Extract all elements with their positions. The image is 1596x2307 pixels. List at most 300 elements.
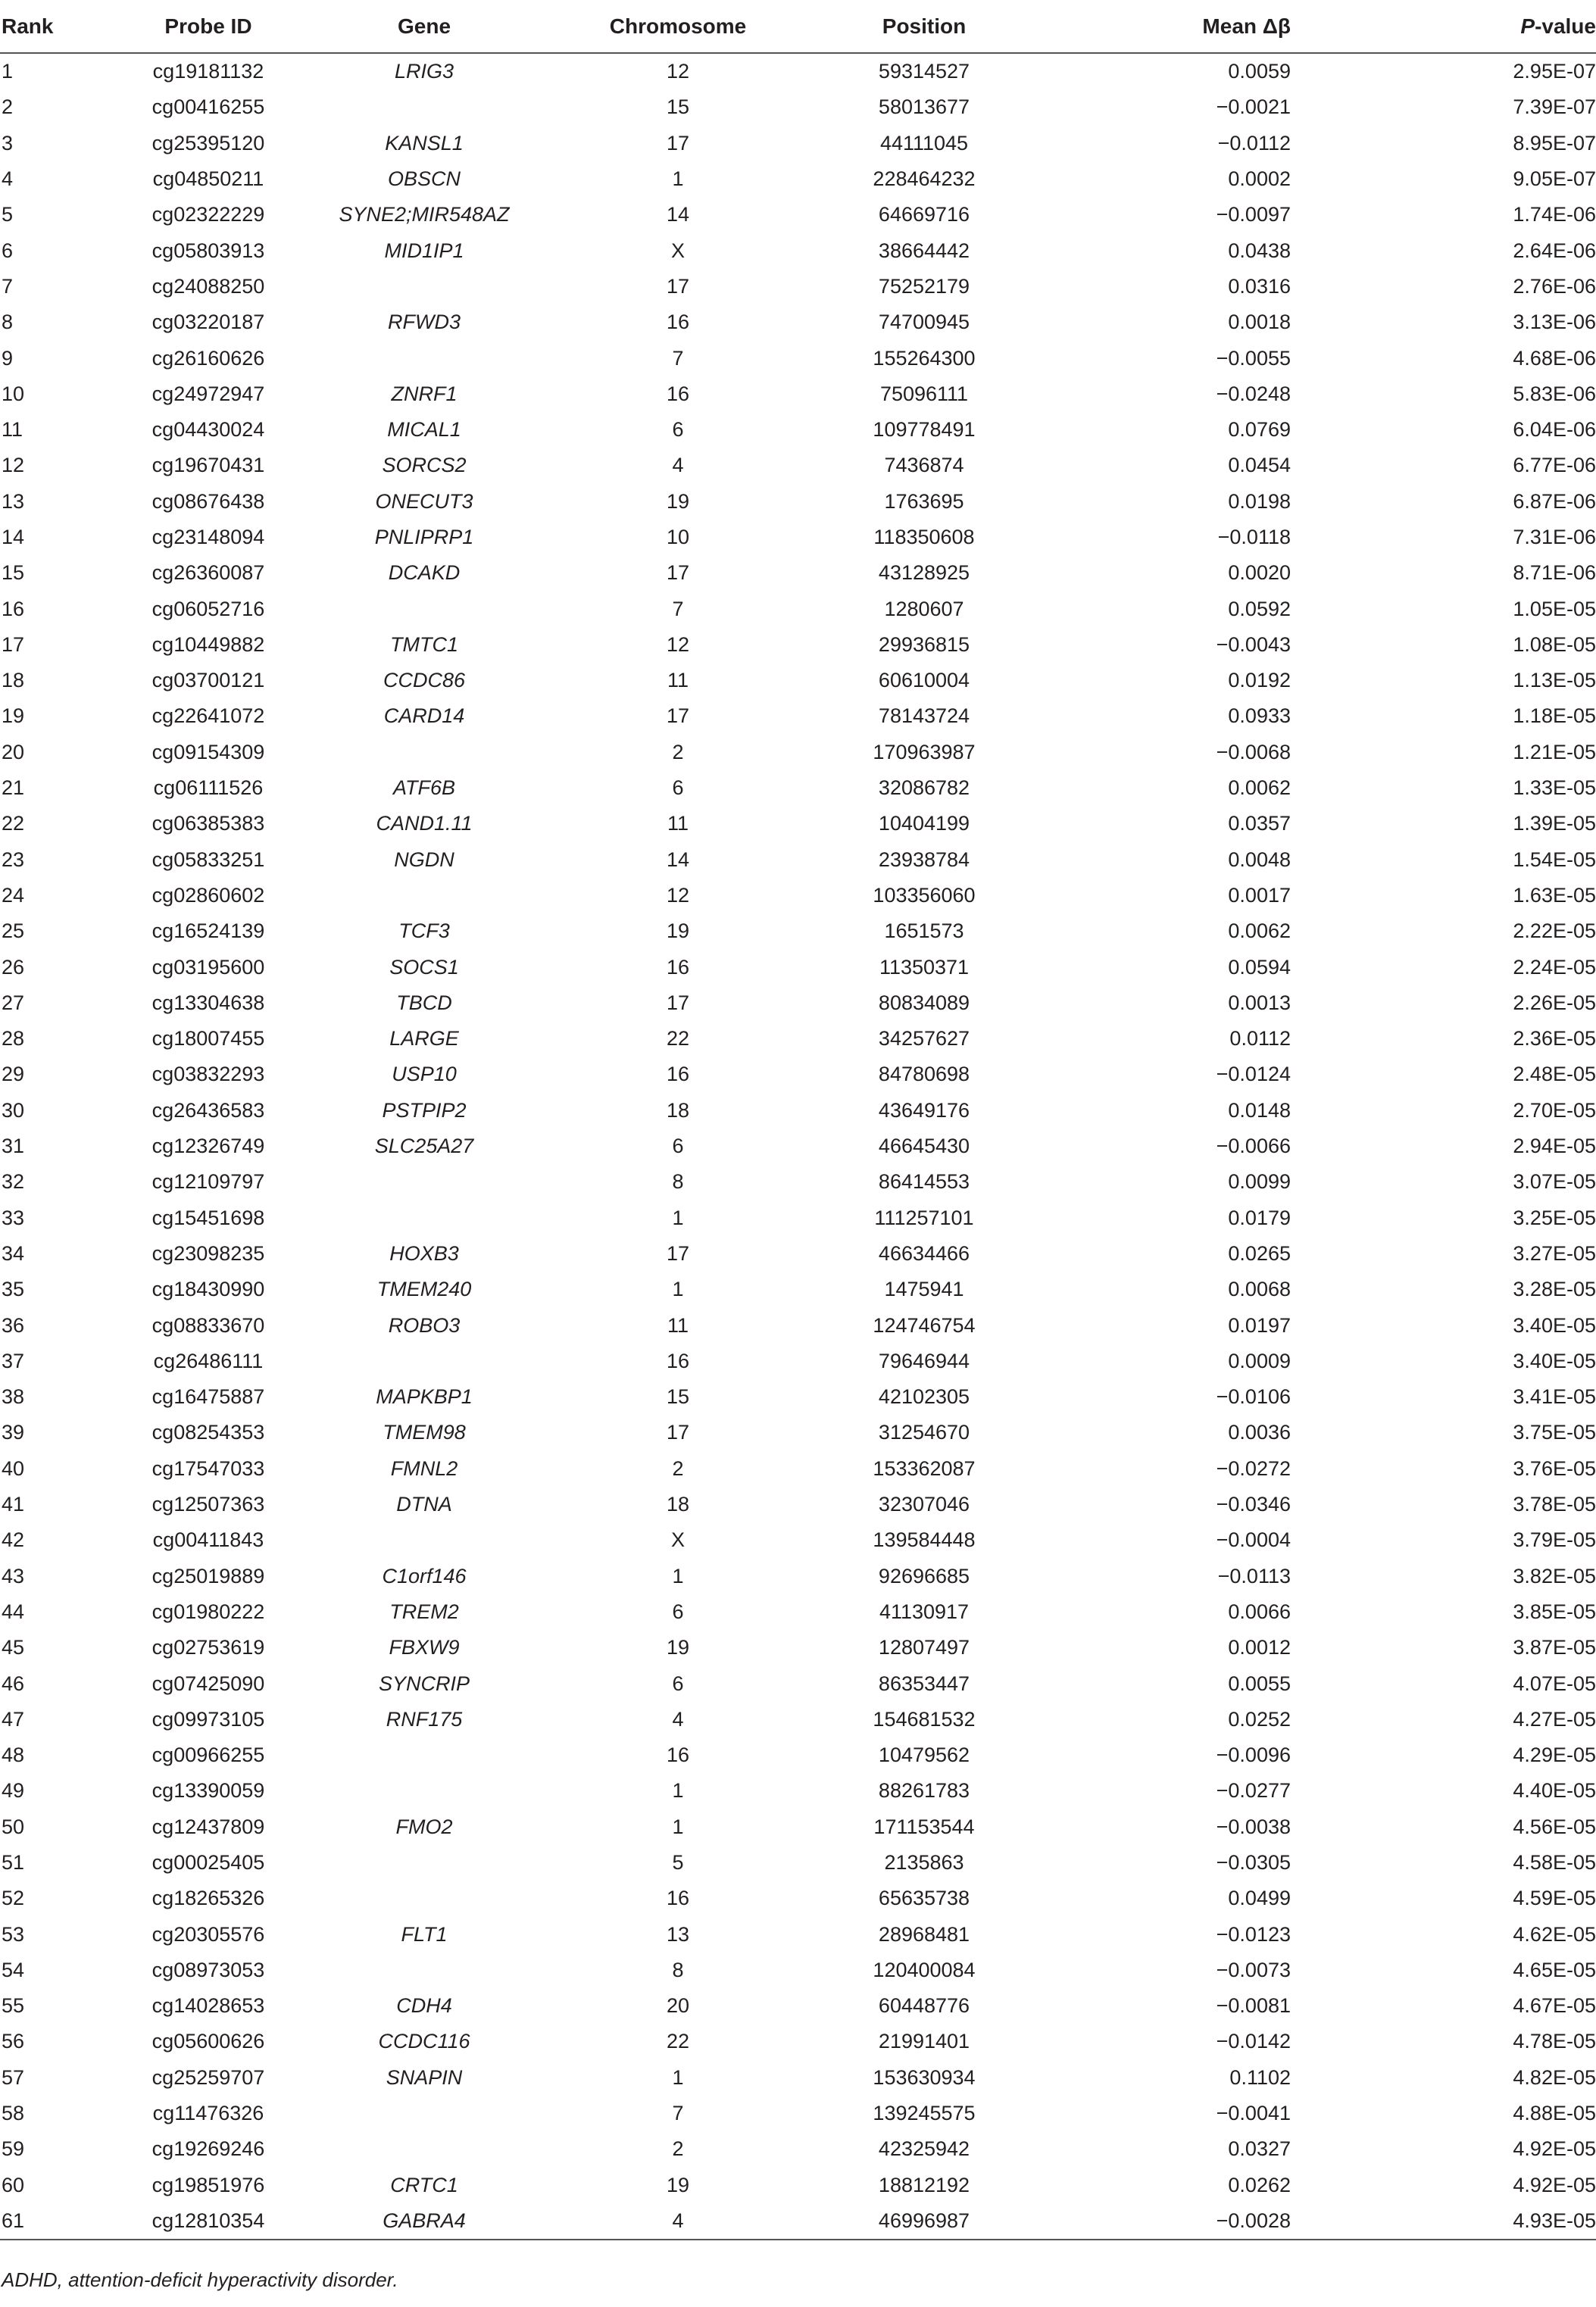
cell-gene: PSTPIP2 [382, 1098, 467, 1122]
cell-p-value: 2.76E-06 [1513, 274, 1596, 298]
cell-position: 34257627 [878, 1027, 970, 1050]
header-p-value-italic: P [1520, 14, 1535, 38]
cell-gene: SYNCRIP [378, 1672, 470, 1695]
cell-chromosome: X [670, 239, 685, 262]
cell-mean-delta-beta: −0.0248 [1216, 382, 1291, 405]
cell-rank: 17 [2, 632, 25, 656]
cell-gene [303, 1845, 545, 1881]
cell-chromosome: 15 [666, 1385, 690, 1409]
cell-gene: CARD14 [383, 704, 465, 728]
cell-p-value: 7.39E-07 [1513, 95, 1596, 119]
cell-p-value: 2.94E-05 [1513, 1135, 1596, 1158]
cell-chromosome: 16 [666, 1744, 690, 1767]
cell-p-value: 3.79E-05 [1513, 1528, 1596, 1552]
cell-probe-id: cg12437809 [151, 1815, 265, 1838]
cell-chromosome: 1 [672, 1815, 684, 1838]
table-row [0, 1953, 1596, 1988]
table-row [0, 1057, 1596, 1092]
table-row [0, 842, 1596, 878]
cell-p-value: 3.40E-05 [1513, 1349, 1596, 1372]
cell-gene [303, 1522, 545, 1558]
cell-p-value: 4.67E-05 [1513, 1994, 1596, 2018]
cell-mean-delta-beta: 0.0357 [1228, 812, 1291, 835]
cell-p-value: 4.62E-05 [1513, 1922, 1596, 1946]
cell-mean-delta-beta: 0.0017 [1228, 883, 1291, 907]
table-row [0, 126, 1596, 161]
cell-chromosome: 8 [672, 1170, 684, 1194]
cell-probe-id: cg19670431 [151, 454, 265, 477]
cell-rank: 7 [2, 274, 14, 298]
cell-rank: 40 [2, 1456, 25, 1480]
cell-rank: 11 [2, 418, 23, 442]
cell-chromosome: 18 [666, 1493, 690, 1516]
cell-gene: MAPKBP1 [376, 1385, 473, 1409]
cell-position: 11350371 [879, 955, 970, 979]
cell-gene: ZNRF1 [391, 382, 458, 405]
cell-p-value: 5.83E-06 [1513, 382, 1596, 405]
cell-gene: FBXW9 [389, 1636, 460, 1659]
cell-p-value: 4.40E-05 [1513, 1779, 1596, 1803]
cell-rank: 59 [2, 2137, 25, 2161]
cell-chromosome: 15 [666, 95, 690, 119]
cell-mean-delta-beta: −0.0118 [1217, 526, 1291, 548]
cell-mean-delta-beta: −0.0043 [1216, 632, 1291, 656]
cell-rank: 55 [2, 1994, 25, 2018]
cell-mean-delta-beta: −0.0272 [1216, 1456, 1291, 1480]
cell-position: 228464232 [873, 167, 976, 191]
cell-gene: ONECUT3 [375, 489, 473, 513]
cell-p-value: 3.82E-05 [1513, 1564, 1596, 1587]
cell-gene [303, 1881, 545, 1916]
table-row [0, 1379, 1596, 1415]
cell-gene: NGDN [394, 848, 454, 871]
table-row [0, 1630, 1596, 1665]
cell-gene: TMEM98 [383, 1421, 466, 1444]
cell-position: 32307046 [878, 1493, 970, 1516]
cell-mean-delta-beta: 0.0020 [1228, 561, 1291, 585]
table-row [0, 1164, 1596, 1200]
cell-chromosome: 17 [666, 1241, 690, 1265]
cell-rank: 41 [2, 1493, 25, 1516]
cell-probe-id: cg19851976 [151, 2173, 265, 2196]
table-row [0, 1594, 1596, 1630]
table-footnote: ADHD, attention-deficit hyperactivity disorder. [2, 2268, 398, 2291]
cell-position: 111257101 [874, 1206, 974, 1229]
cell-position: 43128925 [878, 561, 970, 585]
cell-probe-id: cg26360087 [151, 561, 265, 585]
cell-p-value: 2.70E-05 [1513, 1098, 1596, 1122]
cell-mean-delta-beta: −0.0123 [1216, 1922, 1291, 1946]
cell-mean-delta-beta: 0.0062 [1228, 919, 1291, 943]
cell-rank: 53 [2, 1922, 25, 1946]
cell-gene: OBSCN [387, 167, 461, 191]
cell-mean-delta-beta: −0.0113 [1217, 1564, 1291, 1587]
cell-probe-id: cg00411843 [152, 1528, 264, 1552]
cell-position: 86414553 [878, 1170, 970, 1194]
cell-probe-id: cg08973053 [151, 1958, 265, 1981]
cell-p-value: 1.05E-05 [1513, 597, 1596, 620]
cell-chromosome: 12 [666, 60, 690, 83]
cell-gene [303, 2096, 545, 2131]
cell-p-value: 1.33E-05 [1513, 776, 1596, 800]
cell-mean-delta-beta: −0.0346 [1216, 1493, 1291, 1516]
cell-position: 109778491 [873, 418, 976, 442]
cell-probe-id: cg12326749 [151, 1135, 265, 1158]
cell-probe-id: cg17547033 [151, 1456, 265, 1480]
cell-probe-id: cg02860602 [151, 883, 265, 907]
header-rank: Rank [0, 0, 114, 53]
table-row [0, 2096, 1596, 2131]
cell-position: 92696685 [878, 1564, 970, 1587]
cell-mean-delta-beta: 0.0594 [1228, 955, 1291, 979]
cell-mean-delta-beta: 0.0002 [1228, 167, 1291, 191]
table-row [0, 913, 1596, 949]
cell-position: 64669716 [878, 203, 970, 226]
table-row [0, 197, 1596, 233]
cell-position: 43649176 [878, 1098, 970, 1122]
cell-position: 10479562 [878, 1744, 970, 1767]
cell-p-value: 8.95E-07 [1513, 131, 1596, 155]
cell-position: 1475941 [884, 1278, 964, 1301]
cell-chromosome: 8 [672, 1958, 684, 1981]
cell-mean-delta-beta: 0.0112 [1229, 1027, 1291, 1050]
cell-mean-delta-beta: 0.0592 [1228, 597, 1291, 620]
header-p-value-rest: -value [1535, 14, 1596, 38]
cell-rank: 35 [2, 1278, 25, 1301]
cell-gene: RNF175 [386, 1707, 463, 1731]
cell-chromosome: 2 [672, 1456, 684, 1480]
cell-chromosome: 1 [672, 2065, 684, 2089]
cell-mean-delta-beta: 0.0192 [1228, 669, 1291, 692]
cell-gene: SORCS2 [382, 454, 467, 477]
cell-mean-delta-beta: 0.0265 [1228, 1241, 1291, 1265]
cell-chromosome: 17 [666, 131, 690, 155]
cell-probe-id: cg03220187 [151, 311, 265, 334]
cell-mean-delta-beta: −0.0055 [1216, 346, 1291, 370]
cell-chromosome: 22 [666, 1027, 690, 1050]
cell-chromosome: 11 [667, 669, 689, 692]
cell-position: 170963987 [873, 740, 976, 763]
cell-probe-id: cg16475887 [151, 1385, 265, 1409]
cell-probe-id: cg13390059 [151, 1779, 265, 1803]
cell-position: 7436874 [884, 454, 964, 477]
cell-mean-delta-beta: 0.0499 [1228, 1887, 1291, 1910]
cell-gene: GABRA4 [303, 2203, 545, 2240]
cell-rank: 33 [2, 1206, 25, 1229]
cell-probe-id: cg03832293 [151, 1063, 265, 1086]
cell-probe-id: cg18007455 [151, 1027, 265, 1050]
cell-rank: 10 [2, 382, 25, 405]
cell-chromosome: 6 [672, 1135, 684, 1158]
cell-mean-delta-beta: −0.0124 [1216, 1063, 1291, 1086]
cell-gene: DTNA [396, 1493, 452, 1516]
table-row [0, 1451, 1596, 1487]
cell-p-value: 2.64E-06 [1513, 239, 1596, 262]
cell-rank: 2 [2, 95, 14, 119]
cell-gene: TMTC1 [390, 632, 458, 656]
cell-gene [303, 1200, 545, 1236]
cell-p-value: 3.75E-05 [1513, 1421, 1596, 1444]
table-row [0, 2024, 1596, 2059]
cell-chromosome: 4 [545, 2203, 810, 2240]
cell-chromosome: 16 [666, 311, 690, 334]
table-row [0, 53, 1596, 89]
cell-chromosome: 16 [666, 1349, 690, 1372]
cell-chromosome: X [670, 1528, 685, 1552]
cell-probe-id: cg11476326 [152, 2102, 264, 2125]
table-row [0, 806, 1596, 841]
cell-rank: 37 [2, 1349, 25, 1372]
cell-probe-id: cg26160626 [151, 346, 265, 370]
cell-p-value: 1.18E-05 [1513, 704, 1596, 728]
cell-position: 42102305 [878, 1385, 970, 1409]
cell-gene [303, 1737, 545, 1773]
cell-probe-id: cg00966255 [151, 1744, 265, 1767]
cell-probe-id: cg23148094 [151, 526, 265, 548]
cell-gene: CAND1.11 [376, 812, 473, 835]
cell-position: 44111045 [879, 131, 969, 155]
cell-chromosome: 7 [672, 597, 684, 620]
cell-probe-id: cg01980222 [151, 1600, 265, 1623]
cell-probe-id: cg22641072 [151, 704, 265, 728]
cell-probe-id: cg19269246 [151, 2137, 265, 2161]
cell-mean-delta-beta: −0.0066 [1216, 1135, 1291, 1158]
cell-gene: MICAL1 [387, 418, 461, 442]
cell-position: 12807497 [878, 1636, 970, 1659]
cell-gene [303, 735, 545, 770]
cell-probe-id: cg24088250 [151, 274, 265, 298]
cell-p-value: 9.05E-07 [1513, 167, 1596, 191]
cell-position: 46645430 [878, 1135, 970, 1158]
cell-position: 28968481 [878, 1922, 970, 1946]
cell-p-value: 2.95E-07 [1513, 60, 1596, 83]
cell-position: 38664442 [878, 239, 970, 262]
cell-gene: USP10 [392, 1063, 457, 1086]
cell-mean-delta-beta: 0.0009 [1228, 1349, 1291, 1372]
cell-chromosome: 17 [666, 1421, 690, 1444]
cell-mean-delta-beta: −0.0004 [1216, 1528, 1291, 1552]
table-row [0, 1522, 1596, 1558]
cell-gene [303, 878, 545, 913]
cell-p-value: 6.77E-06 [1513, 454, 1596, 477]
cell-gene: TCF3 [398, 919, 450, 943]
table-row [0, 1487, 1596, 1522]
cell-gene [303, 1344, 545, 1379]
cell-chromosome: 14 [666, 848, 690, 871]
cell-position: 139245575 [873, 2102, 976, 2125]
cell-position: 31254670 [878, 1421, 970, 1444]
cell-probe-id: cg06111526 [153, 776, 264, 800]
cell-p-value: 2.26E-05 [1513, 991, 1596, 1014]
cell-position: 60610004 [878, 669, 970, 692]
cell-chromosome: 12 [666, 883, 690, 907]
cell-position: 88261783 [878, 1779, 970, 1803]
cell-chromosome: 7 [672, 346, 684, 370]
cell-mean-delta-beta: 0.0327 [1228, 2137, 1291, 2161]
cell-gene: RFWD3 [388, 311, 461, 334]
cell-p-value: 4.68E-06 [1513, 346, 1596, 370]
cell-p-value: 3.78E-05 [1513, 1493, 1596, 1516]
cell-probe-id: cg07425090 [151, 1672, 265, 1695]
cell-position: 80834089 [878, 991, 970, 1014]
cell-position: 59314527 [878, 60, 970, 83]
table-row [0, 161, 1596, 197]
cell-chromosome: 10 [666, 526, 690, 548]
table-body [0, 53, 1596, 2240]
cell-mean-delta-beta: −0.0041 [1216, 2102, 1291, 2125]
table-row [0, 520, 1596, 555]
cell-mean-delta-beta: 0.0454 [1228, 454, 1291, 477]
cell-p-value: 1.54E-05 [1513, 848, 1596, 871]
cell-gene: ROBO3 [388, 1313, 461, 1337]
cell-gene: CRTC1 [390, 2173, 458, 2196]
table-row [0, 878, 1596, 913]
cell-position: 120400084 [873, 1958, 976, 1981]
cell-gene: CCDC116 [378, 2030, 470, 2053]
cell-chromosome: 14 [666, 203, 690, 226]
cell-probe-id: cg14028653 [151, 1994, 265, 2018]
cell-rank: 9 [2, 346, 14, 370]
cell-gene [303, 591, 545, 626]
cell-gene: C1orf146 [382, 1564, 467, 1587]
cell-rank: 22 [2, 812, 25, 835]
cell-chromosome: 17 [666, 274, 690, 298]
cell-position: 75252179 [878, 274, 970, 298]
cell-probe-id: cg12507363 [151, 1493, 265, 1516]
cell-position: 171153544 [873, 1815, 975, 1838]
cell-p-value: 4.82E-05 [1513, 2065, 1596, 2089]
cell-p-value: 3.28E-05 [1513, 1278, 1596, 1301]
cell-rank: 31 [2, 1135, 25, 1158]
cell-position: 153362087 [873, 1456, 976, 1480]
cell-mean-delta-beta: −0.0277 [1216, 1779, 1291, 1803]
cell-chromosome: 16 [666, 382, 690, 405]
cell-position: 124746754 [873, 1313, 976, 1337]
cell-probe-id: cg25259707 [151, 2065, 265, 2089]
cell-position: 155264300 [873, 346, 976, 370]
table-row [0, 949, 1596, 985]
cell-p-value: 4.56E-05 [1513, 1815, 1596, 1838]
cell-mean-delta-beta: 0.0066 [1228, 1600, 1291, 1623]
cell-p-value: 3.13E-06 [1513, 311, 1596, 334]
cell-mean-delta-beta: 0.0198 [1228, 489, 1291, 513]
cell-rank: 54 [2, 1958, 25, 1981]
cell-chromosome: 2 [672, 2137, 684, 2161]
cell-position: 153630934 [873, 2065, 976, 2089]
cell-gene: MID1IP1 [384, 239, 464, 262]
cell-probe-id: cg18265326 [151, 1887, 265, 1910]
cell-probe-id: cg05600626 [151, 2030, 265, 2053]
cell-gene: TREM2 [389, 1600, 459, 1623]
cell-p-value: 3.25E-05 [1513, 1206, 1596, 1229]
cell-gene: CCDC86 [383, 669, 466, 692]
cell-probe-id: cg23098235 [151, 1241, 265, 1265]
table-row [0, 735, 1596, 770]
cell-rank: 38 [2, 1385, 25, 1409]
cell-position: 78143724 [878, 704, 970, 728]
cell-chromosome: 16 [666, 1887, 690, 1910]
cell-position: 21991401 [878, 2030, 970, 2053]
cell-gene: CDH4 [396, 1994, 452, 2018]
cell-chromosome: 1 [672, 1779, 684, 1803]
cell-chromosome: 1 [672, 1278, 684, 1301]
cell-p-value: 2.36E-05 [1513, 1027, 1596, 1050]
cell-position: 75096111 [879, 382, 969, 405]
cell-p-value: 3.85E-05 [1513, 1600, 1596, 1623]
cell-chromosome: 19 [666, 919, 690, 943]
cell-probe-id: cg05803913 [151, 239, 265, 262]
cell-gene: LARGE [389, 1027, 459, 1050]
cell-chromosome: 1 [672, 167, 684, 191]
cell-rank: 60 [2, 2173, 25, 2196]
cell-rank: 13 [2, 489, 25, 513]
cell-gene [303, 269, 545, 304]
cell-p-value: 4.93E-05 [1318, 2203, 1596, 2240]
cell-p-value: 2.48E-05 [1513, 1063, 1596, 1086]
cell-rank: 1 [2, 60, 14, 83]
cell-chromosome: 4 [672, 454, 684, 477]
cell-chromosome: 18 [666, 1098, 690, 1122]
cell-p-value: 3.41E-05 [1513, 1385, 1596, 1409]
cell-chromosome: 1 [672, 1564, 684, 1587]
table-row [0, 1988, 1596, 2024]
cell-position: 46634466 [878, 1241, 970, 1265]
cell-gene: SLC25A27 [374, 1135, 474, 1158]
cell-chromosome: 2 [672, 740, 684, 763]
cell-gene: PNLIPRP1 [374, 526, 474, 548]
table-row [0, 2060, 1596, 2096]
table-row [0, 1702, 1596, 1737]
cell-gene: TBCD [396, 991, 452, 1014]
cell-rank: 15 [2, 561, 25, 585]
cell-rank: 25 [2, 919, 25, 943]
table-row [0, 1415, 1596, 1450]
cell-probe-id: cg04850211 [152, 167, 264, 191]
cell-probe-id: cg08254353 [151, 1421, 265, 1444]
cell-probe-id: cg00025405 [151, 1850, 265, 1874]
cell-probe-id: cg19181132 [152, 60, 264, 83]
cell-chromosome: 11 [667, 812, 689, 835]
header-gene: Gene [303, 0, 545, 53]
cell-rank: 56 [2, 2030, 25, 2053]
cell-position: 86353447 [878, 1672, 970, 1695]
cell-probe-id: cg03195600 [151, 955, 265, 979]
cell-mean-delta-beta: −0.0068 [1216, 740, 1291, 763]
cell-probe-id: cg18430990 [151, 1278, 265, 1301]
cell-rank: 47 [2, 1707, 25, 1731]
cell-rank: 44 [2, 1600, 25, 1623]
cell-mean-delta-beta: 0.0099 [1228, 1170, 1291, 1194]
cell-rank: 34 [2, 1241, 25, 1265]
cell-mean-delta-beta: 0.0068 [1228, 1278, 1291, 1301]
cell-rank: 27 [2, 991, 25, 1014]
cell-mean-delta-beta: −0.0142 [1216, 2030, 1291, 2053]
table-row [0, 2203, 1596, 2240]
cell-probe-id: cg05833251 [151, 848, 265, 871]
cell-mean-delta-beta: −0.0106 [1216, 1385, 1291, 1409]
cell-probe-id: cg12109797 [151, 1170, 265, 1194]
cell-gene [303, 2131, 545, 2167]
cell-rank: 12 [2, 454, 25, 477]
cell-gene: FMNL2 [390, 1456, 458, 1480]
cell-rank: 39 [2, 1421, 25, 1444]
cell-gene [303, 89, 545, 125]
cell-position: 103356060 [873, 883, 976, 907]
cell-rank: 49 [2, 1779, 25, 1803]
header-position: Position [810, 0, 1038, 53]
cell-gene: ATF6B [392, 776, 455, 800]
cell-position: 29936815 [878, 632, 970, 656]
